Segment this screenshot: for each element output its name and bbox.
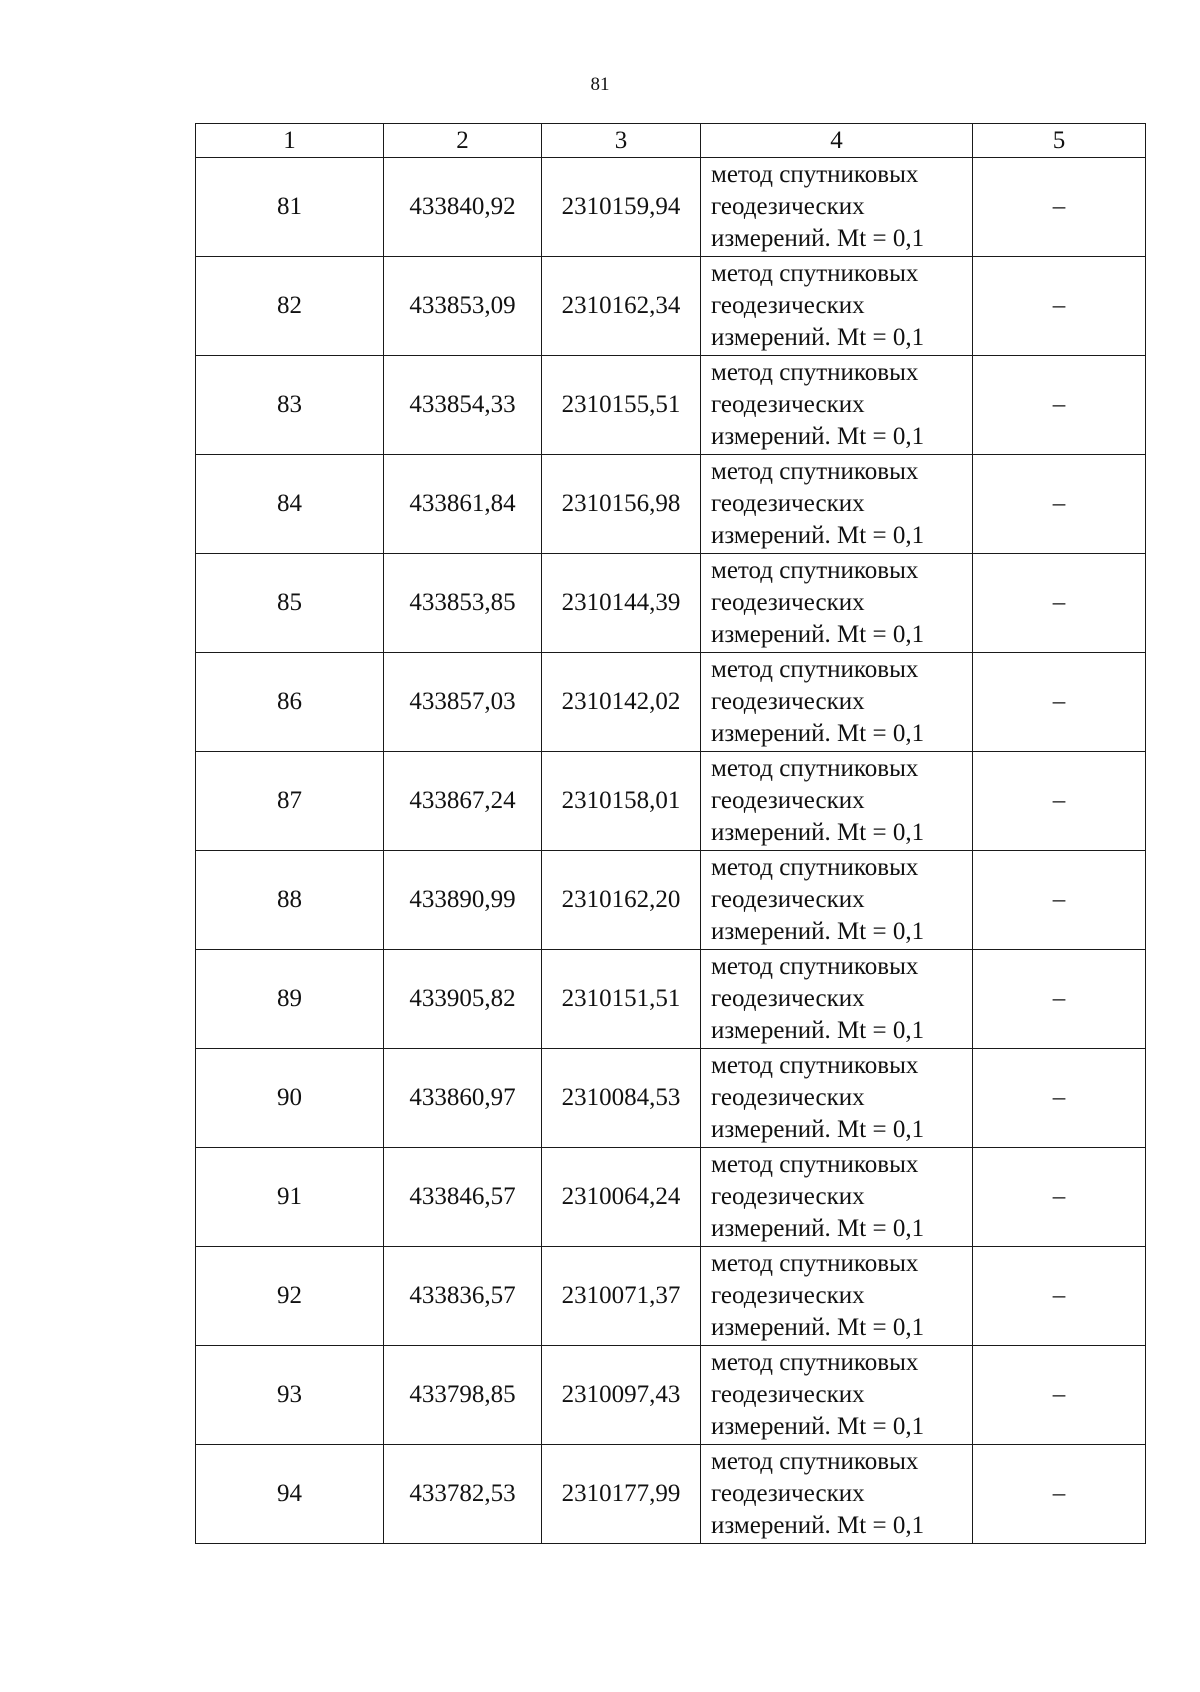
method-line: метод спутниковых	[711, 953, 919, 980]
col5-cell: –	[973, 851, 1146, 950]
table-row	[196, 752, 1146, 851]
method-line: геодезических	[711, 490, 865, 517]
y-coordinate-cell: 2310142,02	[542, 653, 701, 752]
table-row	[196, 158, 1146, 257]
col5-cell: –	[973, 752, 1146, 851]
method-line: измерений. Mt = 0,1	[711, 819, 925, 846]
y-coordinate-cell: 2310156,98	[542, 455, 701, 554]
x-coordinate-cell: 433860,97	[384, 1049, 542, 1148]
table-row	[196, 257, 1146, 356]
method-line: метод спутниковых	[711, 854, 919, 881]
method-line: измерений. Mt = 0,1	[711, 1314, 925, 1341]
col5-cell: –	[973, 257, 1146, 356]
coordinates-table	[195, 123, 1146, 1544]
method-cell	[701, 455, 973, 554]
method-line: измерений. Mt = 0,1	[711, 1413, 925, 1440]
header-col-4: 4	[701, 124, 973, 158]
table-header	[196, 124, 1146, 158]
point-number-cell: 94	[196, 1445, 384, 1544]
y-coordinate-cell: 2310159,94	[542, 158, 701, 257]
method-line: измерений. Mt = 0,1	[711, 225, 925, 252]
method-line: измерений. Mt = 0,1	[711, 1116, 925, 1143]
table-row	[196, 1148, 1146, 1247]
method-line: метод спутниковых	[711, 1349, 919, 1376]
method-line: метод спутниковых	[711, 359, 919, 386]
point-number-cell: 84	[196, 455, 384, 554]
method-line: геодезических	[711, 1381, 865, 1408]
method-cell	[701, 1445, 973, 1544]
method-line: геодезических	[711, 1282, 865, 1309]
col5-cell: –	[973, 158, 1146, 257]
x-coordinate-cell: 433782,53	[384, 1445, 542, 1544]
x-coordinate-cell: 433853,85	[384, 554, 542, 653]
header-col-5: 5	[973, 124, 1146, 158]
method-cell	[701, 1148, 973, 1247]
y-coordinate-cell: 2310097,43	[542, 1346, 701, 1445]
y-coordinate-cell: 2310144,39	[542, 554, 701, 653]
y-coordinate-cell: 2310155,51	[542, 356, 701, 455]
method-line: метод спутниковых	[711, 1052, 919, 1079]
method-cell	[701, 950, 973, 1049]
method-cell	[701, 1049, 973, 1148]
method-cell	[701, 554, 973, 653]
method-line: измерений. Mt = 0,1	[711, 1215, 925, 1242]
point-number-cell: 93	[196, 1346, 384, 1445]
table-row	[196, 1346, 1146, 1445]
col5-cell: –	[973, 455, 1146, 554]
y-coordinate-cell: 2310158,01	[542, 752, 701, 851]
point-number-cell: 81	[196, 158, 384, 257]
method-line: геодезических	[711, 985, 865, 1012]
method-line: измерений. Mt = 0,1	[711, 621, 925, 648]
x-coordinate-cell: 433854,33	[384, 356, 542, 455]
point-number-cell: 87	[196, 752, 384, 851]
method-line: геодезических	[711, 787, 865, 814]
method-cell	[701, 158, 973, 257]
x-coordinate-cell: 433853,09	[384, 257, 542, 356]
method-line: метод спутниковых	[711, 161, 919, 188]
method-line: метод спутниковых	[711, 557, 919, 584]
y-coordinate-cell: 2310151,51	[542, 950, 701, 1049]
col5-cell: –	[973, 653, 1146, 752]
point-number-cell: 91	[196, 1148, 384, 1247]
table-body	[196, 158, 1146, 1544]
col5-cell: –	[973, 1049, 1146, 1148]
table-row	[196, 1247, 1146, 1346]
point-number-cell: 90	[196, 1049, 384, 1148]
point-number-cell: 83	[196, 356, 384, 455]
col5-cell: –	[973, 1346, 1146, 1445]
x-coordinate-cell: 433905,82	[384, 950, 542, 1049]
method-line: геодезических	[711, 688, 865, 715]
method-cell	[701, 257, 973, 356]
header-col-2: 2	[384, 124, 542, 158]
method-line: метод спутниковых	[711, 458, 919, 485]
col5-cell: –	[973, 950, 1146, 1049]
header-col-1: 1	[196, 124, 384, 158]
table-row	[196, 455, 1146, 554]
point-number-cell: 85	[196, 554, 384, 653]
x-coordinate-cell: 433867,24	[384, 752, 542, 851]
method-cell	[701, 752, 973, 851]
method-line: метод спутниковых	[711, 260, 919, 287]
table-row	[196, 554, 1146, 653]
x-coordinate-cell: 433798,85	[384, 1346, 542, 1445]
x-coordinate-cell: 433857,03	[384, 653, 542, 752]
method-cell	[701, 356, 973, 455]
method-line: измерений. Mt = 0,1	[711, 522, 925, 549]
page-number: 81	[590, 74, 610, 95]
y-coordinate-cell: 2310084,53	[542, 1049, 701, 1148]
table-row	[196, 356, 1146, 455]
method-line: измерений. Mt = 0,1	[711, 423, 925, 450]
point-number-cell: 88	[196, 851, 384, 950]
method-cell	[701, 1247, 973, 1346]
method-line: метод спутниковых	[711, 656, 919, 683]
method-cell	[701, 653, 973, 752]
method-line: измерений. Mt = 0,1	[711, 720, 925, 747]
method-line: геодезических	[711, 391, 865, 418]
point-number-cell: 89	[196, 950, 384, 1049]
col5-cell: –	[973, 1148, 1146, 1247]
method-line: измерений. Mt = 0,1	[711, 918, 925, 945]
method-line: геодезических	[711, 1480, 865, 1507]
point-number-cell: 86	[196, 653, 384, 752]
method-line: измерений. Mt = 0,1	[711, 1512, 925, 1539]
y-coordinate-cell: 2310162,20	[542, 851, 701, 950]
col5-cell: –	[973, 1247, 1146, 1346]
table-row	[196, 653, 1146, 752]
method-line: геодезических	[711, 589, 865, 616]
method-line: измерений. Mt = 0,1	[711, 324, 925, 351]
method-line: геодезических	[711, 1183, 865, 1210]
y-coordinate-cell: 2310064,24	[542, 1148, 701, 1247]
table-row	[196, 1049, 1146, 1148]
method-line: метод спутниковых	[711, 1151, 919, 1178]
method-line: геодезических	[711, 886, 865, 913]
col5-cell: –	[973, 356, 1146, 455]
point-number-cell: 92	[196, 1247, 384, 1346]
header-row	[196, 124, 1146, 158]
method-line: метод спутниковых	[711, 1250, 919, 1277]
col5-cell: –	[973, 554, 1146, 653]
y-coordinate-cell: 2310071,37	[542, 1247, 701, 1346]
table-row	[196, 950, 1146, 1049]
y-coordinate-cell: 2310177,99	[542, 1445, 701, 1544]
table-row	[196, 1445, 1146, 1544]
y-coordinate-cell: 2310162,34	[542, 257, 701, 356]
method-line: измерений. Mt = 0,1	[711, 1017, 925, 1044]
x-coordinate-cell: 433861,84	[384, 455, 542, 554]
method-cell	[701, 1346, 973, 1445]
x-coordinate-cell: 433840,92	[384, 158, 542, 257]
method-cell	[701, 851, 973, 950]
method-line: геодезических	[711, 292, 865, 319]
col5-cell: –	[973, 1445, 1146, 1544]
point-number-cell: 82	[196, 257, 384, 356]
method-line: геодезических	[711, 193, 865, 220]
x-coordinate-cell: 433846,57	[384, 1148, 542, 1247]
x-coordinate-cell: 433836,57	[384, 1247, 542, 1346]
method-line: метод спутниковых	[711, 755, 919, 782]
method-line: геодезических	[711, 1084, 865, 1111]
table-row	[196, 851, 1146, 950]
header-col-3: 3	[542, 124, 701, 158]
x-coordinate-cell: 433890,99	[384, 851, 542, 950]
method-line: метод спутниковых	[711, 1448, 919, 1475]
